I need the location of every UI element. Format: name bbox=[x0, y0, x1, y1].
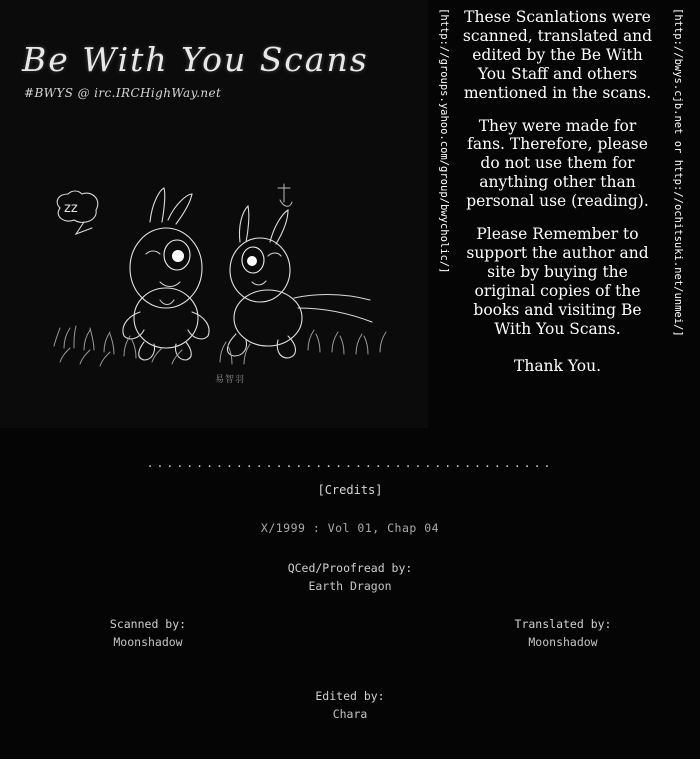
credit-role-label: Translated by: bbox=[514, 617, 612, 631]
yahoo-group-url[interactable]: [http://groups.yahoo.com/group/bwycholic/] bbox=[438, 8, 450, 274]
svg-text:zz: zz bbox=[64, 201, 78, 216]
credits-heading: [Credits] bbox=[317, 483, 383, 497]
credit-role-row bbox=[0, 617, 700, 663]
credit-role-name: Moonshadow bbox=[113, 635, 183, 649]
chibi-sketch-illustration bbox=[40, 150, 400, 400]
credit-role-qc bbox=[0, 561, 700, 593]
credit-role-edited bbox=[0, 689, 700, 721]
credits-divider-dots: ......................................... bbox=[146, 456, 554, 470]
credits-block bbox=[0, 440, 700, 721]
group-irc-channel: #BWYS @ irc.IRCHighWay.net bbox=[24, 86, 222, 100]
credit-role-label: QCed/Proofread by: bbox=[287, 561, 413, 575]
credit-role-translated bbox=[463, 617, 663, 649]
scans-site-url[interactable]: [http://bwys.cjb.net or http://ochitsuki.net/unmei/] bbox=[672, 8, 684, 337]
notice-paragraph-usage: They were made for fans. Therefore, please do not use them for anything other than personal use (reading). bbox=[466, 116, 649, 211]
credit-role-scanned bbox=[48, 617, 248, 649]
series-volume-chapter: X/1999 : Vol 01, Chap 04 bbox=[260, 521, 440, 535]
credit-role-name: Chara bbox=[332, 707, 368, 721]
group-logo-title: Be With You Scans bbox=[22, 40, 369, 79]
scanlation-notice bbox=[460, 0, 655, 428]
credit-role-label: Scanned by: bbox=[109, 617, 187, 631]
artwork-panel bbox=[0, 0, 428, 428]
sketch-signature: 易智羽 bbox=[215, 374, 246, 384]
notice-paragraph-support: Please Remember to support the author and site by buying the original copies of the books and visiting Be With You Scans. bbox=[466, 225, 649, 338]
credit-role-name: Earth Dragon bbox=[308, 579, 392, 593]
notice-thank-you: Thank You. bbox=[514, 356, 601, 375]
notice-paragraph-credits: These Scanlations were scanned, translated and edited by the Be With You Staff and others mentioned in the scans. bbox=[462, 8, 653, 102]
credit-role-name: Moonshadow bbox=[528, 635, 598, 649]
credit-role-label: Edited by: bbox=[315, 689, 385, 703]
